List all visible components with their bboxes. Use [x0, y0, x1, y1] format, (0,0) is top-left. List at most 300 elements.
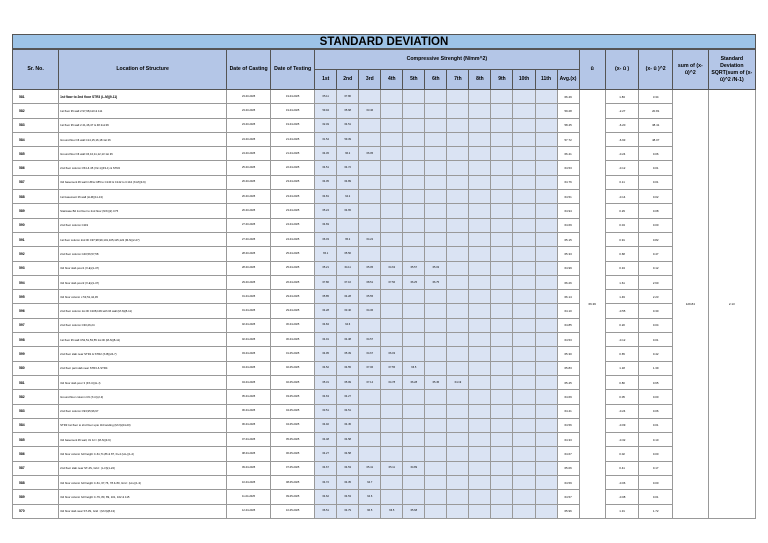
row-result-4: 67.55: [381, 361, 403, 375]
row-result-4: [381, 175, 403, 189]
row-deviation: -0.08: [605, 490, 639, 504]
row-sr-no: 581: [13, 90, 59, 104]
row-deviation: 1.49: [605, 290, 639, 304]
row-result-11: [535, 361, 557, 375]
row-result-3: [359, 161, 381, 175]
row-result-10: [513, 404, 535, 418]
row-sr-no: 585: [13, 147, 59, 161]
row-result-4: [381, 390, 403, 404]
row-result-7: [447, 418, 469, 432]
header-date-testing: Date of Testing: [271, 50, 315, 90]
row-deviation: 1.18: [605, 361, 639, 375]
row-deviation-squared: 3.34: [639, 90, 673, 104]
row-result-6: [425, 204, 447, 218]
row-result-11: [535, 418, 557, 432]
row-date-testing: 09-05-2025: [271, 490, 315, 504]
row-result-8: [469, 390, 491, 404]
row-result-1: 65.11: [315, 90, 337, 104]
header-sr-no: Sr. No.: [13, 50, 59, 90]
row-result-6: [425, 361, 447, 375]
row-deviation-squared: 0.65: [639, 375, 673, 389]
row-deviation-squared: 0.06: [639, 404, 673, 418]
row-result-7: [447, 433, 469, 447]
row-date-casting: 26-03-2025: [227, 175, 271, 189]
row-result-4: [381, 118, 403, 132]
row-date-testing: 02-05-2025: [271, 375, 315, 389]
row-result-5: [403, 175, 425, 189]
row-location: 2nd floor column C40,56,57,58: [59, 247, 227, 261]
row-location: 2nd floor column C54 & 45 (X2-1)(F3-1) & STR2: [59, 161, 227, 175]
row-location: 1st floor column 2nd lift C97,98,99,101,105,115,122 (M-N)(2-27): [59, 232, 227, 246]
row-date-testing: 23-04-2025: [271, 204, 315, 218]
row-result-6: [425, 447, 447, 461]
row-result-8: [469, 318, 491, 332]
row-result-5: [403, 290, 425, 304]
row-result-2: 64.58: [337, 447, 359, 461]
row-result-3: 64.6: [359, 490, 381, 504]
row-sr-no: 592: [13, 247, 59, 261]
row-date-testing: 25-04-2025: [271, 261, 315, 275]
row-result-9: [491, 118, 513, 132]
row-location: 3rd floor column full height C-79, 80, 89, 101, 102 & 115: [59, 490, 227, 504]
row-location: Ground floor lift wall C6,10,11,12,13 1st lift: [59, 147, 227, 161]
row-result-9: [491, 104, 513, 118]
row-sr-no: 599: [13, 347, 59, 361]
header-result-7: 7th: [447, 70, 469, 90]
row-result-2: 64.53: [337, 461, 359, 475]
row-date-casting: 06-04-2025: [227, 418, 271, 432]
row-result-6: [425, 347, 447, 361]
row-sr-no: 582: [13, 104, 59, 118]
row-result-2: 64.55: [337, 361, 359, 375]
row-result-4: [381, 290, 403, 304]
row-deviation-squared: 1.72: [639, 504, 673, 518]
row-result-10: [513, 347, 535, 361]
row-result-6: [425, 147, 447, 161]
row-result-4: [381, 204, 403, 218]
row-average: 64.99: [557, 261, 579, 275]
row-result-1: 64.84: [315, 318, 337, 332]
row-result-3: [359, 218, 381, 232]
row-result-9: [491, 90, 513, 104]
row-deviation-squared: 0.00: [639, 390, 673, 404]
row-result-5: 64.89: [403, 461, 425, 475]
table-row: [13, 404, 756, 418]
strength-table: [12, 49, 756, 519]
row-average: 66.14: [557, 290, 579, 304]
row-sr-no: 594: [13, 275, 59, 289]
row-sr-no: 584: [13, 132, 59, 146]
row-date-casting: 23-03-2025: [227, 104, 271, 118]
table-row: [13, 504, 756, 518]
row-date-casting: 28-03-2025: [227, 247, 271, 261]
row-result-4: 64.78: [381, 375, 403, 389]
row-date-testing: 29-04-2025: [271, 290, 315, 304]
row-result-8: [469, 375, 491, 389]
row-result-3: [359, 247, 381, 261]
row-deviation-squared: 0.08: [639, 204, 673, 218]
row-result-4: 64.63: [381, 261, 403, 275]
table-row: [13, 161, 756, 175]
row-result-3: 64.36: [359, 304, 381, 318]
row-date-casting: 24-03-2025: [227, 147, 271, 161]
row-deviation: 0.41: [605, 461, 639, 475]
row-average: 66.49: [557, 90, 579, 104]
row-date-casting: 04-04-2025: [227, 361, 271, 375]
row-result-11: [535, 461, 557, 475]
row-result-1: 64.45: [315, 147, 337, 161]
row-deviation: 0.65: [605, 347, 639, 361]
row-result-10: [513, 247, 535, 261]
row-location: 3rd floor slab near ST-3S, Grid : (M-N)(8-13): [59, 504, 227, 518]
header-average: Avg.(x): [557, 70, 579, 90]
row-result-2: 65.39: [337, 347, 359, 361]
row-result-11: [535, 204, 557, 218]
row-result-2: [337, 218, 359, 232]
row-result-11: [535, 476, 557, 490]
row-average: 64.76: [557, 175, 579, 189]
row-location: Ground floor column C9 (X-C)(2-3): [59, 390, 227, 404]
row-result-10: [513, 375, 535, 389]
row-result-1: 59.94: [315, 104, 337, 118]
row-result-3: [359, 404, 381, 418]
row-result-5: [403, 447, 425, 461]
row-date-casting: 02-04-2025: [227, 333, 271, 347]
row-result-3: 64.67: [359, 347, 381, 361]
row-result-10: [513, 190, 535, 204]
header-result-10: 10th: [513, 70, 535, 90]
row-result-2: 64.51: [337, 404, 359, 418]
row-date-testing: 05-05-2025: [271, 433, 315, 447]
row-result-3: [359, 90, 381, 104]
row-result-9: [491, 318, 513, 332]
row-average: 66.26: [557, 275, 579, 289]
row-sr-no: 598: [13, 333, 59, 347]
row-result-4: [381, 490, 403, 504]
row-result-3: [359, 132, 381, 146]
row-deviation-squared: 0.00: [639, 218, 673, 232]
row-sr-no: 593: [13, 261, 59, 275]
row-date-testing: 24-04-2025: [271, 232, 315, 246]
row-result-8: [469, 232, 491, 246]
row-location: 1st floor lift wall 2 97,98,110 & 111: [59, 104, 227, 118]
row-result-5: [403, 90, 425, 104]
row-deviation: 0.11: [605, 175, 639, 189]
row-result-1: 66.03: [315, 232, 337, 246]
row-result-11: [535, 147, 557, 161]
row-result-7: [447, 118, 469, 132]
row-deviation-squared: 48.07: [639, 132, 673, 146]
row-deviation: -0.55: [605, 304, 639, 318]
row-deviation-squared: 0.17: [639, 461, 673, 475]
table-row: [13, 447, 756, 461]
row-result-7: [447, 161, 469, 175]
row-result-2: 64.35: [337, 476, 359, 490]
row-location: 2nd floor part slab near STR3 & STR4: [59, 361, 227, 375]
row-result-1: 61.54: [315, 132, 337, 146]
row-result-8: [469, 504, 491, 518]
row-result-2: 63.46: [337, 304, 359, 318]
table-head: [13, 50, 756, 90]
row-result-7: [447, 218, 469, 232]
row-result-4: [381, 132, 403, 146]
row-result-5: 66.5: [403, 361, 425, 375]
row-location: 3rd floor slab pour2 (X-E)(1-47): [59, 275, 227, 289]
row-result-7: [447, 190, 469, 204]
row-result-2: 64.27: [337, 390, 359, 404]
row-date-testing: 10-05-2025: [271, 504, 315, 518]
row-average: 64.51: [557, 190, 579, 204]
row-date-testing: 04-05-2025: [271, 404, 315, 418]
row-result-6: [425, 104, 447, 118]
row-result-6: [425, 318, 447, 332]
row-date-testing: 30-04-2025: [271, 318, 315, 332]
row-date-casting: 07-04-2025: [227, 433, 271, 447]
row-result-3: 65.41: [359, 461, 381, 475]
table-row: [13, 390, 756, 404]
row-result-9: [491, 261, 513, 275]
row-sr-no: 583: [13, 118, 59, 132]
row-result-1: 65.21: [315, 261, 337, 275]
row-result-8: [469, 204, 491, 218]
row-result-1: 64.52: [315, 361, 337, 375]
row-result-9: [491, 333, 513, 347]
row-location: 3rd floor column full height C-61, 67,76, 78 & 80, Grid : (H-L)(1-3): [59, 476, 227, 490]
row-sr-no: 586: [13, 447, 59, 461]
table-row: [13, 232, 756, 246]
row-result-7: 64.19: [447, 375, 469, 389]
row-average: 64.59: [557, 476, 579, 490]
row-average: 64.67: [557, 447, 579, 461]
row-result-11: [535, 104, 557, 118]
row-result-9: [491, 247, 513, 261]
header-location: Location of Structure: [59, 50, 227, 90]
header-date-casting: Date of Casting: [227, 50, 271, 90]
row-result-6: [425, 218, 447, 232]
row-deviation: 0.02: [605, 447, 639, 461]
row-result-8: [469, 275, 491, 289]
row-deviation: 0.80: [605, 375, 639, 389]
row-date-testing: 21-04-2025: [271, 147, 315, 161]
table-row: [13, 218, 756, 232]
row-average: 65.06: [557, 461, 579, 475]
row-deviation: -0.09: [605, 418, 639, 432]
row-date-casting: 11-04-2025: [227, 490, 271, 504]
row-result-8: [469, 447, 491, 461]
row-result-9: [491, 461, 513, 475]
row-result-8: [469, 175, 491, 189]
row-result-9: [491, 433, 513, 447]
row-result-1: 64.51: [315, 161, 337, 175]
row-result-6: [425, 504, 447, 518]
row-result-6: 66.75: [425, 275, 447, 289]
row-deviation-squared: 0.10: [639, 433, 673, 447]
row-date-testing: 23-04-2025: [271, 190, 315, 204]
row-date-testing: 19-04-2025: [271, 104, 315, 118]
row-result-1: 66.51: [315, 504, 337, 518]
row-result-9: [491, 404, 513, 418]
row-deviation: 0.04: [605, 218, 639, 232]
row-location: 1st floor lift wall C52,51,53,55 1st lift (M-N)(8-11): [59, 333, 227, 347]
row-deviation: -0.24: [605, 404, 639, 418]
row-result-2: 67.86: [337, 90, 359, 104]
row-result-2: 65.68: [337, 104, 359, 118]
row-result-4: [381, 304, 403, 318]
row-result-8: [469, 333, 491, 347]
row-deviation-squared: 0.01: [639, 418, 673, 432]
row-deviation-squared: 0.47: [639, 247, 673, 261]
row-deviation-squared: 0.02: [639, 190, 673, 204]
row-result-8: [469, 147, 491, 161]
header-result-11: 11th: [535, 70, 557, 90]
row-result-8: [469, 132, 491, 146]
row-result-5: [403, 476, 425, 490]
row-result-1: 65.24: [315, 204, 337, 218]
row-deviation: 0.29: [605, 204, 639, 218]
row-average: 58.45: [557, 118, 579, 132]
row-result-10: [513, 90, 535, 104]
row-result-2: 64.6: [337, 318, 359, 332]
row-result-8: [469, 104, 491, 118]
row-result-1: 64.91: [315, 333, 337, 347]
row-sr-no: 586: [13, 161, 59, 175]
row-average: 64.33: [557, 433, 579, 447]
row-date-casting: 27-03-2025: [227, 218, 271, 232]
row-date-casting: 03-04-2025: [227, 347, 271, 361]
row-result-3: [359, 118, 381, 132]
table-row: [13, 147, 756, 161]
row-result-10: [513, 232, 535, 246]
row-result-4: [381, 318, 403, 332]
row-result-1: 64.67: [315, 461, 337, 475]
row-result-6: [425, 247, 447, 261]
row-result-6: [425, 404, 447, 418]
row-result-2: 65.2: [337, 232, 359, 246]
row-result-10: [513, 261, 535, 275]
row-deviation: 0.68: [605, 247, 639, 261]
row-result-8: [469, 290, 491, 304]
row-result-6: [425, 161, 447, 175]
row-result-11: [535, 504, 557, 518]
row-result-5: [403, 104, 425, 118]
row-result-9: [491, 132, 513, 146]
row-result-7: [447, 390, 469, 404]
row-date-casting: 24-03-2025: [227, 132, 271, 146]
row-result-9: [491, 504, 513, 518]
row-result-10: [513, 490, 535, 504]
row-average: 64.53: [557, 333, 579, 347]
header-result-5: 5th: [403, 70, 425, 90]
row-sr-no: 587: [13, 461, 59, 475]
row-deviation-squared: 0.30: [639, 304, 673, 318]
table-row: [13, 476, 756, 490]
row-result-11: [535, 433, 557, 447]
row-average: 64.10: [557, 304, 579, 318]
row-result-3: [359, 447, 381, 461]
row-deviation: -0.06: [605, 476, 639, 490]
sum-of-squares-value: 129.84: [672, 90, 708, 519]
table-row: [13, 104, 756, 118]
row-result-11: [535, 290, 557, 304]
row-date-casting: 06-04-2025: [227, 404, 271, 418]
row-result-3: 64.22: [359, 232, 381, 246]
row-deviation-squared: 0.01: [639, 175, 673, 189]
row-result-4: [381, 447, 403, 461]
row-date-testing: 07-05-2025: [271, 461, 315, 475]
row-result-8: [469, 247, 491, 261]
row-result-9: [491, 304, 513, 318]
table-row: [13, 275, 756, 289]
row-result-9: [491, 275, 513, 289]
row-date-testing: 03-05-2025: [271, 390, 315, 404]
row-deviation: -0.32: [605, 433, 639, 447]
row-result-5: [403, 390, 425, 404]
row-result-9: [491, 232, 513, 246]
row-result-3: [359, 190, 381, 204]
row-result-8: [469, 404, 491, 418]
table-row: [13, 190, 756, 204]
row-result-1: 64.69: [315, 218, 337, 232]
row-date-testing: 23-04-2025: [271, 175, 315, 189]
row-location: 2nd floor column C30,26,24: [59, 318, 227, 332]
row-result-9: [491, 204, 513, 218]
row-result-11: [535, 318, 557, 332]
row-result-10: [513, 132, 535, 146]
row-result-4: [381, 104, 403, 118]
row-deviation: -6.20: [605, 118, 639, 132]
row-deviation-squared: 0.82: [639, 232, 673, 246]
row-result-8: [469, 347, 491, 361]
row-result-1: 62.49: [315, 118, 337, 132]
row-result-10: [513, 433, 535, 447]
row-result-2: 64.11: [337, 261, 359, 275]
row-location: 3rd floor column c 53,51,44,45: [59, 290, 227, 304]
row-result-8: [469, 418, 491, 432]
row-date-casting: 02-04-2025: [227, 318, 271, 332]
table-row: [13, 490, 756, 504]
row-result-2: 64.79: [337, 504, 359, 518]
row-result-11: [535, 218, 557, 232]
row-result-8: [469, 304, 491, 318]
row-deviation: 0.34: [605, 261, 639, 275]
row-result-4: [381, 476, 403, 490]
row-location: 3rd floor slab pour1 (X-E)(1-47): [59, 261, 227, 275]
row-result-10: [513, 147, 535, 161]
row-result-10: [513, 104, 535, 118]
row-date-testing: 26-04-2025: [271, 275, 315, 289]
mean-value: 66.36: [579, 90, 605, 519]
row-result-10: [513, 290, 535, 304]
row-result-7: [447, 147, 469, 161]
row-result-5: [403, 347, 425, 361]
row-average: 57.72: [557, 132, 579, 146]
row-deviation-squared: 0.04: [639, 318, 673, 332]
row-result-10: [513, 447, 535, 461]
row-sr-no: 596: [13, 304, 59, 318]
row-result-9: [491, 418, 513, 432]
row-result-4: 67.56: [381, 275, 403, 289]
row-average: 64.69: [557, 218, 579, 232]
row-result-11: [535, 161, 557, 175]
row-result-5: [403, 404, 425, 418]
row-result-8: [469, 261, 491, 275]
row-date-testing: 24-04-2025: [271, 218, 315, 232]
row-result-8: [469, 461, 491, 475]
row-result-11: [535, 375, 557, 389]
row-result-3: 65.55: [359, 290, 381, 304]
row-result-3: [359, 175, 381, 189]
row-result-6: [425, 333, 447, 347]
